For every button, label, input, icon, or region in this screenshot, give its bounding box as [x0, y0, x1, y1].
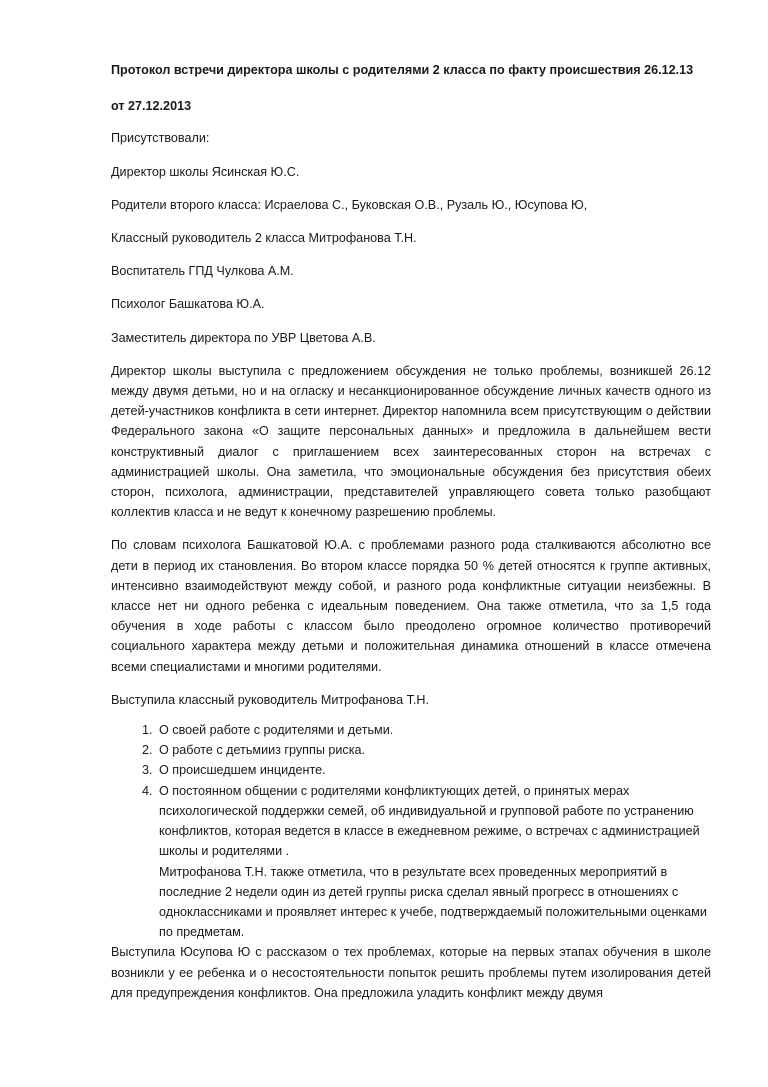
- teacher-intro: Выступила классный руководитель Митрофанова Т.Н.: [111, 692, 429, 707]
- attended-label: Присутствовали:: [111, 131, 210, 146]
- paragraph-yusupova: Выступила Юсупова Ю с рассказом о тех проблемах, которые на первых этапах обучения в школе возникли у ее ребенка и о несостоятельности попыток решить проблемы путем изолирования детей для предупреждения конфликтов. Она предложила уладить конфликт между двумя: [111, 945, 711, 1000]
- document-page: [111, 60, 711, 1016]
- attendee-director: Директор школы Ясинская Ю.С.: [111, 164, 300, 179]
- attendee-deputy-director: Заместитель директора по УВР Цветова А.В.: [111, 330, 376, 345]
- attendee-educator: Воспитатель ГПД Чулкова А.М.: [111, 264, 294, 279]
- list-item-text: О постоянном общении с родителями конфликтующих детей, о принятых мерах психологической поддержки семей, об индивидуальной и групповой работе по устранению конфликтов, которая ведется в классе в ежедневном режиме, о встречах с администрацией школы и родителями .: [159, 783, 700, 859]
- list-item: [156, 781, 711, 943]
- attendee-parents: Родители второго класса: Исраелова С., Буковская О.В., Рузаль Ю., Юсупова Ю,: [111, 197, 588, 212]
- list-item: [156, 760, 711, 780]
- attendee-class-teacher: Классный руководитель 2 класса Митрофанова Т.Н.: [111, 231, 417, 246]
- list-item-text: О работе с детьмииз группы риска.: [159, 743, 366, 758]
- teacher-topics-list: [111, 720, 711, 942]
- paragraph-psychologist: По словам психолога Башкатовой Ю.А. с проблемами разного рода сталкиваются абсолютно все дети в период их становления. Во втором классе порядка 50 % детей относятся к группе активных, интенсивно взаимодействуют между собой, и разного рода конфликтные ситуации неизбежны. В классе нет ни одного ребенка с идеальным поведением. Она также отметила, что за 1,5 года обучения в ходе работы с классом было преодолено огромное количество противоречий социального характера между детьми и положительная динамика отношений в классе отмечена всеми специалистами и многими родителями.: [111, 538, 711, 674]
- list-item-text: О своей работе с родителями и детьми.: [159, 723, 394, 738]
- document-date: от 27.12.2013: [111, 99, 192, 114]
- list-item: [156, 740, 711, 760]
- paragraph-director: Директор школы выступила с предложением обсуждения не только проблемы, возникшей 26.12 между двумя детьми, но и на огласку и несанкционированное обсуждение личных качеств одного из детей-участников конфликта в сети интернет. Директор напомнила всем присутствующим о действии Федерального закона «О защите персональных данных» и предложила в дальнейшем вести конструктивный диалог с приглашением всех заинтересованных сторон на встречах с администрацией школы. Она заметила, что эмоциональные обсуждения без присутствия обеих сторон, психолога, администрации, представителей управляющего совета только разобщают коллектив класса и не ведут к конечному разрешению проблемы.: [111, 363, 711, 520]
- list-item-extra-text: Митрофанова Т.Н. также отметила, что в результате всех проведенных мероприятий в последние 2 недели один из детей группы риска сделал явный прогресс в отношениях с одноклассниками и проявляет интерес к учебе, подтверждаемый положительными оценками по предметам.: [159, 864, 707, 940]
- document-title: Протокол встречи директора школы с родителями 2 класса по факту происшествия 26.12.13: [111, 63, 694, 77]
- list-item: [156, 720, 711, 740]
- attendee-psychologist: Психолог Башкатова Ю.А.: [111, 297, 265, 312]
- list-item-text: О происшедшем инциденте.: [159, 763, 326, 778]
